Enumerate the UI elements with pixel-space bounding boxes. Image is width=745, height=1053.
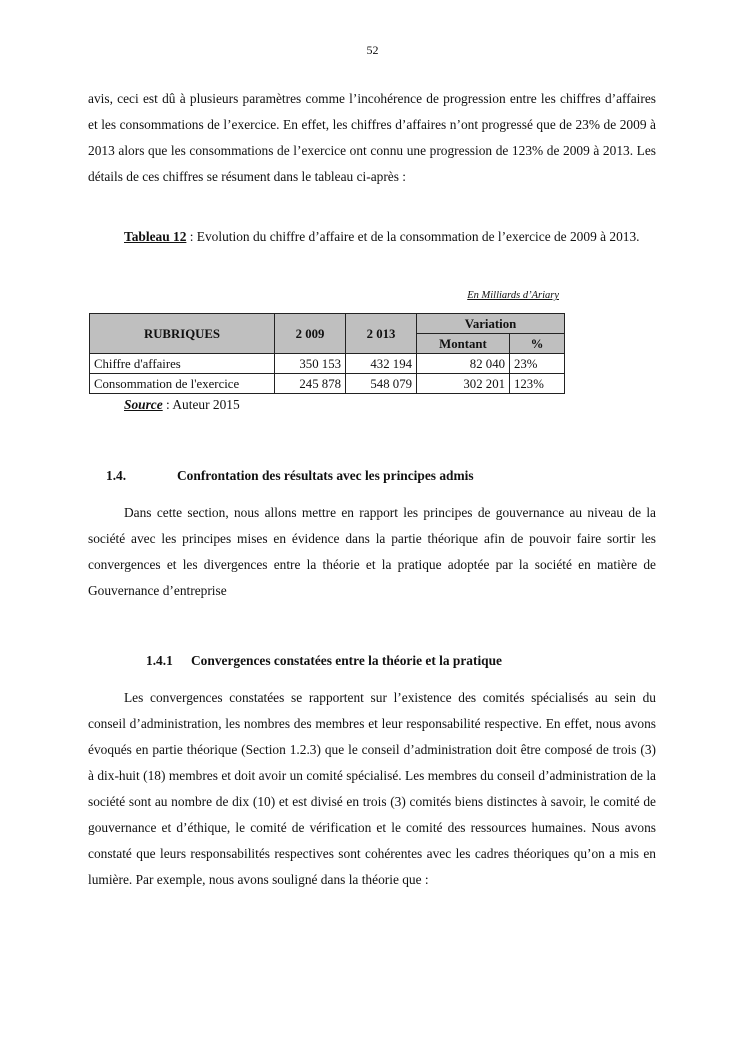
cell-2009: 245 878: [275, 374, 346, 394]
cell-montant: 82 040: [417, 354, 510, 374]
table-row: [90, 354, 565, 374]
cell-rubrique: Chiffre d'affaires: [90, 354, 275, 374]
section-title: Confrontation des résultats avec les principes admis: [177, 468, 474, 483]
paragraph-section-intro: Dans cette section, nous allons mettre en rapport les principes de gouvernance au niveau de la société avec les principes mises en évidence dans la partie théorique afin de pouvoir faire sortir les convergences et les divergences entre la théorie et la pratique adoptée par la société en matière de Gouvernance d’entreprise: [88, 505, 656, 598]
section-number: 1.4.: [106, 468, 127, 483]
cell-rubrique: Consommation de l'exercice: [90, 374, 275, 394]
header-percent: %: [510, 334, 565, 354]
cell-montant: 302 201: [417, 374, 510, 394]
cell-2009: 350 153: [275, 354, 346, 374]
header-rubriques: RUBRIQUES: [90, 314, 275, 354]
cell-2013: 548 079: [346, 374, 417, 394]
section-title: Convergences constatées entre la théorie et la pratique: [191, 653, 503, 668]
section-heading-1-4-1: [146, 653, 502, 669]
section-heading-1-4: [106, 468, 474, 484]
unit-note: En Milliards d’Ariary: [467, 290, 559, 301]
paragraph-convergences: Les convergences constatées se rapportent sur l’existence des comités spécialisés au sein du conseil d’administration, les nombres des membres et leur responsabilité respective. En effet, nous avons évoqués en partie théorique (Section 1.2.3) que le conseil d’administration doit être composé de trois (3) à dix-huit (18) membres et doit avoir un comité spécialisé. Les membres du conseil d’administration de la société sont au nombre de dix (10) et est divisé en trois (3) comités biens distinctes à savoir, le comité de gouvernance et d’éthique, le comité de vérification et le comité des ressources humaines. Nous avons constaté que leurs responsabilités respectives sont cohérentes avec les cadres théoriques qu’on a mis en lumière. Par exemple, nous avons souligné dans la théorie que :: [88, 690, 656, 887]
cell-percent: 123%: [510, 374, 565, 394]
header-variation: Variation: [417, 314, 565, 334]
table-caption-text: : Evolution du chiffre d’affaire et de la consommation de l’exercice de 2009 à 2013.: [186, 229, 640, 244]
header-year-2013: 2 013: [346, 314, 417, 354]
data-table: [89, 313, 565, 394]
source-label: Source: [124, 397, 163, 412]
page-number: 52: [366, 43, 379, 57]
source-text: : Auteur 2015: [162, 397, 240, 412]
table-source: [124, 397, 240, 413]
table-caption-label: Tableau 12: [124, 229, 187, 244]
table-row: [90, 374, 565, 394]
table-header-row: [90, 314, 565, 334]
header-year-2009: 2 009: [275, 314, 346, 354]
cell-percent: 23%: [510, 354, 565, 374]
cell-2013: 432 194: [346, 354, 417, 374]
paragraph-intro: avis, ceci est dû à plusieurs paramètres comme l’incohérence de progression entre les chiffres d’affaires et les consommations de l’exercice. En effet, les chiffres d’affaires n’ont progressé que de 23% de 2009 à 2013 alors que les consommations de l’exercice ont connu une progression de 123% de 2009 à 2013. Les détails de ces chiffres se résument dans le tableau ci-après :: [88, 91, 656, 184]
header-montant: Montant: [417, 334, 510, 354]
table-caption: [88, 224, 656, 250]
section-number: 1.4.1: [146, 653, 173, 668]
